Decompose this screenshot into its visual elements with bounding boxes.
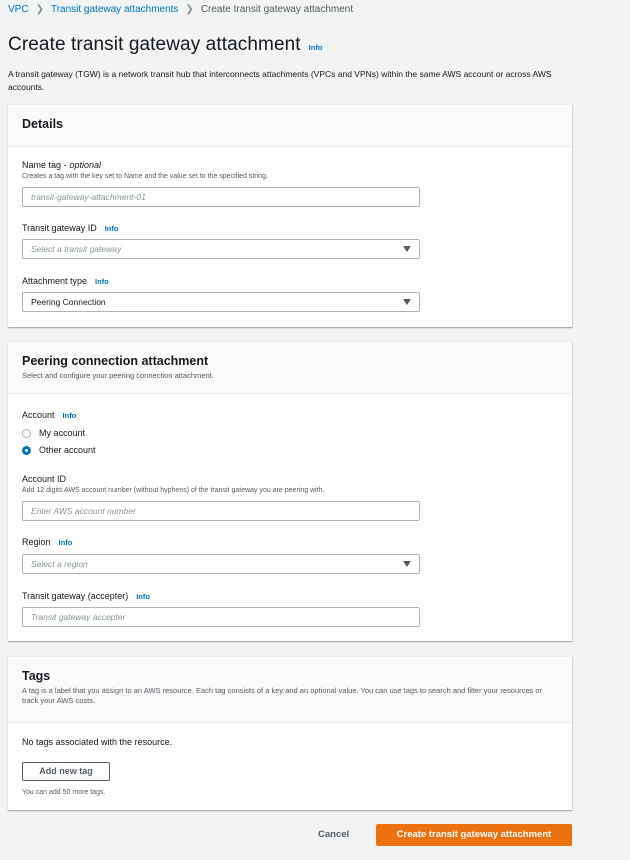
page-info-link[interactable]: Info [308,43,323,52]
peering-title: Peering connection attachment [22,354,209,368]
no-tags-label: No tags associated with the resource. [22,737,173,747]
other-account-label: Other account [39,445,96,455]
chevron-right-icon: ❯ [35,4,44,15]
attachment-type-select-value: Peering Connection [31,297,106,307]
accepter-label [22,591,150,601]
tags-limit-text: You can add 50 more tags. [22,789,106,796]
page-title: Create transit gateway attachment [8,34,301,55]
account-id-desc: Add 12 digits AWS account number (without hyphens) of the transit gateway you are peering with. [22,487,325,494]
tgw-id-label-text: Transit gateway ID [22,223,97,233]
name-tag-desc: Creates a tag with the key set to Name and the value set to the specified string. [22,173,268,180]
details-title: Details [22,117,63,131]
details-panel [8,104,572,327]
no-tags-text [22,737,172,747]
cancel-button[interactable]: Cancel [318,829,350,840]
breadcrumb-attachments-link[interactable]: Transit gateway attachments [50,4,179,15]
attachment-type-label-text: Attachment type [22,276,88,286]
tgw-id-select[interactable] [22,239,420,259]
account-info-link[interactable]: Info [62,410,77,420]
accepter-input[interactable]: Transit gateway accepter [22,607,420,627]
other-account-radio-row[interactable] [22,445,96,455]
region-select[interactable] [22,554,420,574]
account-label-text: Account [22,410,55,420]
tags-panel [8,656,572,810]
my-account-radio[interactable] [22,429,31,438]
account-id-label [22,474,66,484]
name-tag-label [22,160,101,170]
add-new-tag-button[interactable]: Add new tag [22,762,110,781]
create-attachment-button[interactable]: Create transit gateway attachment [376,824,572,846]
peering-panel [8,341,572,641]
my-account-radio-row[interactable] [22,428,85,438]
region-info-link[interactable]: Info [58,537,73,547]
tgw-id-select-value: Select a transit gateway [31,244,122,254]
breadcrumb-vpc-link[interactable]: VPC [8,4,29,15]
chevron-right-icon: ❯ [185,4,194,15]
accepter-info-link[interactable]: Info [136,591,150,601]
tags-desc: A tag is a label that you assign to an AWS resource. Each tag consists of a key and an optional value. You can use tags to search and filter your resources or track your AWS costs. [22,686,543,705]
caret-down-icon [403,299,411,305]
name-tag-input[interactable]: transit-gateway-attachment-01 [22,187,420,207]
peering-header [8,342,572,394]
tgw-id-label [22,223,118,233]
other-account-radio[interactable] [22,446,31,455]
attachment-type-select[interactable] [22,292,420,312]
attachment-type-info-link[interactable]: Info [95,276,109,286]
my-account-label: My account [39,428,86,438]
details-header [8,105,572,147]
page-description: A transit gateway (TGW) is a network transit hub that interconnects attachments (VPCs and VPNs) within the same AWS account or across AWS accounts. [8,69,552,92]
region-label [22,537,72,547]
optional-label: optional [69,160,102,170]
breadcrumb-current: Create transit gateway attachment [200,4,354,15]
caret-down-icon [403,246,411,252]
region-label-text: Region [22,537,51,547]
peering-desc: Select and configure your peering connection attachment. [22,371,214,380]
tgw-id-info-link[interactable]: Info [104,223,119,233]
name-tag-label-text: Name tag - [22,160,67,170]
attachment-type-label [22,276,109,286]
caret-down-icon [403,561,411,567]
account-label [22,410,76,420]
region-select-value: Select a region [31,559,88,569]
accepter-label-text: Transit gateway (accepter) [22,591,129,601]
tags-header [8,657,572,723]
page-header [8,34,322,56]
account-id-label-text: Account ID [22,474,67,484]
breadcrumb [8,4,353,15]
tags-title: Tags [22,669,51,683]
account-id-input[interactable]: Enter AWS account number [22,501,420,521]
